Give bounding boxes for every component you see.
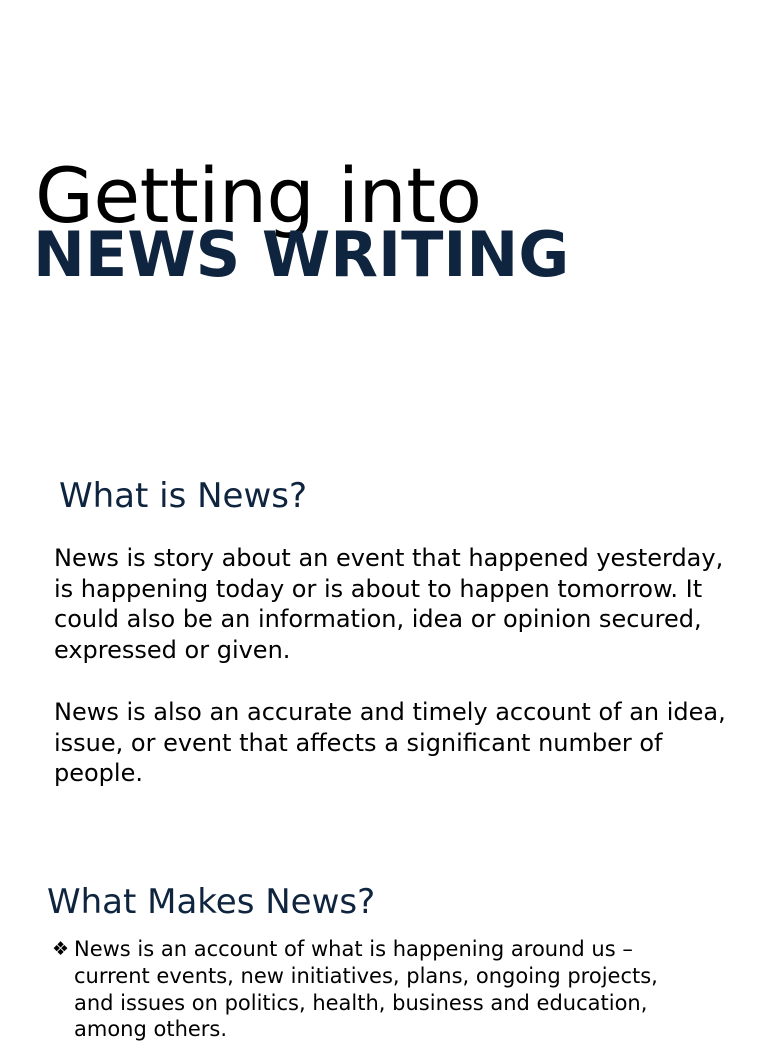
section-heading-what-makes-news: What Makes News? (47, 882, 376, 922)
list-item (52, 936, 732, 1043)
page-title-line-2: NEWS WRITING (33, 218, 570, 291)
paragraph-news-definition: News is story about an event that happened yesterday, is happening today or is about to happen tomorrow. It could also be an information, idea or opinion secured, expressed or given. (54, 544, 724, 665)
paragraph-news-account: News is also an accurate and timely account of an idea, issue, or event that affects a significant number of people. (54, 698, 726, 788)
four-diamond-bullet-icon: ❖ (52, 938, 70, 960)
section-heading-what-is-news: What is News? (59, 476, 308, 516)
bullet-text: News is an account of what is happening around us – current events, new initiatives, plans, ongoing projects, and issues on politics, health, business and education, among others. (74, 937, 658, 1042)
page-title-line-1: Getting into (35, 151, 482, 240)
